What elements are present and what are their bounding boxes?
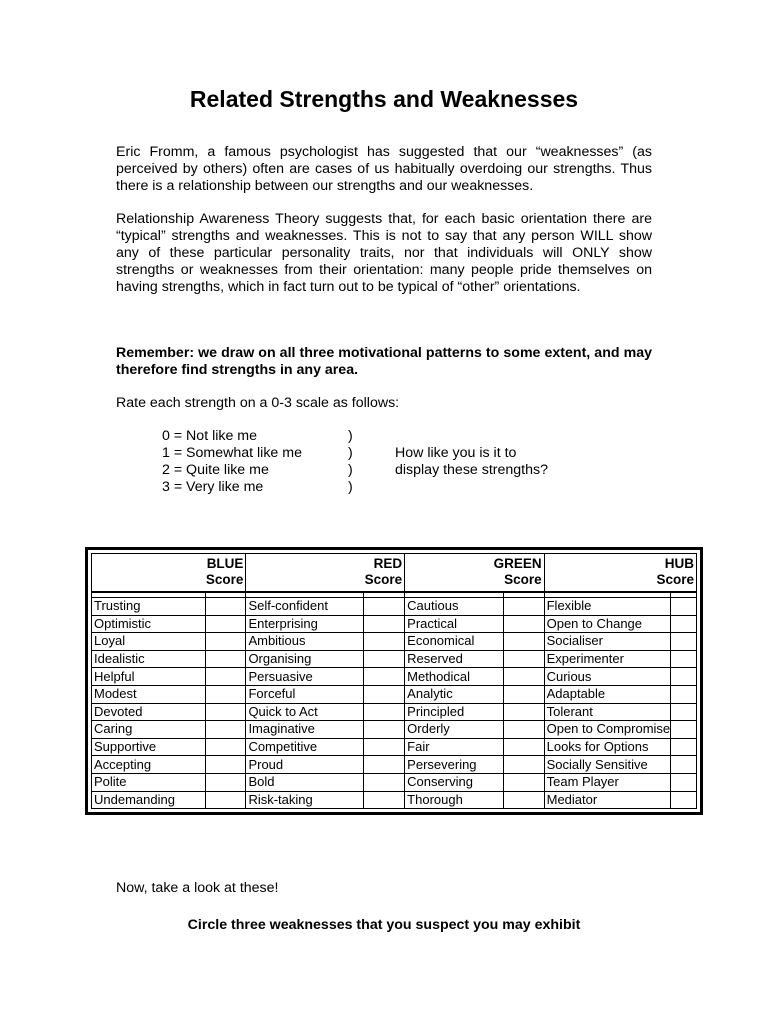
- orientation-name: HUB: [664, 556, 694, 571]
- scale-label: 1 = Somewhat like me: [162, 445, 302, 461]
- strength-cell: Helpful: [92, 668, 206, 686]
- table-row: [92, 633, 697, 651]
- strength-cell: Accepting: [92, 756, 206, 774]
- score-cell[interactable]: [671, 721, 697, 739]
- scale-paren: ): [348, 428, 353, 444]
- remember-note: Remember: we draw on all three motivational patterns to some extent, and may therefore find strengths in any area.: [116, 345, 652, 378]
- rate-instruction: Rate each strength on a 0-3 scale as follows:: [116, 395, 400, 411]
- theory-paragraph: Relationship Awareness Theory suggests that, for each basic orientation there are “typical” strengths and weaknesses. This is not to say that any person WILL show any of these particular personality traits, nor that individuals will ONLY show strengths or weaknesses from their orientation: many people pride themselves on having strengths, which in fact turn out to be typical of “other” orientations.: [116, 211, 652, 295]
- score-cell[interactable]: [205, 615, 246, 633]
- orientation-name: RED: [373, 556, 403, 571]
- strength-cell: Optimistic: [92, 615, 206, 633]
- table-row: [92, 615, 697, 633]
- strength-cell: Self-confident: [246, 598, 364, 616]
- scale-note-line: display these strengths?: [395, 462, 549, 478]
- strength-cell: Principled: [405, 703, 504, 721]
- table-header-row: [92, 554, 697, 593]
- strength-cell: Proud: [246, 756, 364, 774]
- score-cell[interactable]: [364, 703, 405, 721]
- strength-cell: Trusting: [92, 598, 206, 616]
- table-row: [92, 773, 697, 791]
- score-cell[interactable]: [205, 721, 246, 739]
- strength-cell: Risk-taking: [246, 791, 364, 809]
- scale-paren: ): [348, 479, 353, 495]
- score-cell[interactable]: [205, 756, 246, 774]
- score-cell[interactable]: [205, 633, 246, 651]
- score-cell[interactable]: [671, 650, 697, 668]
- table-row: [92, 738, 697, 756]
- table-row: [92, 756, 697, 774]
- strength-cell: Analytic: [405, 685, 504, 703]
- strength-cell: Bold: [246, 773, 364, 791]
- strengths-table-frame: [85, 547, 703, 815]
- strength-cell: Cautious: [405, 598, 504, 616]
- strength-cell: Persevering: [405, 756, 504, 774]
- scale-label: 2 = Quite like me: [162, 462, 269, 478]
- intro-paragraph: Eric Fromm, a famous psychologist has suggested that our “weaknesses” (as perceived by others) often are cases of us habitually overdoing our strengths. Thus there is a relationship between our strengths and our weaknesses.: [116, 144, 652, 194]
- strength-cell: Orderly: [405, 721, 504, 739]
- strength-cell: Mediator: [544, 791, 671, 809]
- page-title: Related Strengths and Weaknesses: [189, 86, 579, 112]
- score-cell[interactable]: [364, 633, 405, 651]
- strength-cell: Idealistic: [92, 650, 206, 668]
- strength-cell: Adaptable: [544, 685, 671, 703]
- orientation-name: GREEN: [493, 556, 542, 571]
- strength-cell: Experimenter: [544, 650, 671, 668]
- strength-cell: Open to Compromise: [544, 721, 671, 739]
- score-cell[interactable]: [671, 685, 697, 703]
- score-cell[interactable]: [205, 791, 246, 809]
- score-cell[interactable]: [503, 773, 544, 791]
- score-cell[interactable]: [364, 650, 405, 668]
- strength-cell: Persuasive: [246, 668, 364, 686]
- table-row: [92, 685, 697, 703]
- score-label: Score: [656, 572, 694, 587]
- score-cell[interactable]: [503, 756, 544, 774]
- score-cell[interactable]: [503, 721, 544, 739]
- strength-cell: Devoted: [92, 703, 206, 721]
- weakness-instruction: Circle three weaknesses that you suspect you may exhibit: [187, 917, 581, 933]
- score-cell[interactable]: [671, 773, 697, 791]
- table-row: [92, 703, 697, 721]
- strength-cell: Loyal: [92, 633, 206, 651]
- table-row: [92, 721, 697, 739]
- score-cell[interactable]: [503, 598, 544, 616]
- strength-cell: Thorough: [405, 791, 504, 809]
- score-cell[interactable]: [205, 738, 246, 756]
- table-row: [92, 598, 697, 616]
- score-cell[interactable]: [503, 738, 544, 756]
- orientation-name: BLUE: [206, 556, 244, 571]
- strength-cell: Ambitious: [246, 633, 364, 651]
- strength-cell: Flexible: [544, 598, 671, 616]
- score-cell[interactable]: [503, 703, 544, 721]
- strength-cell: Competitive: [246, 738, 364, 756]
- score-cell[interactable]: [205, 668, 246, 686]
- strength-cell: Organising: [246, 650, 364, 668]
- strength-cell: Team Player: [544, 773, 671, 791]
- score-cell[interactable]: [364, 721, 405, 739]
- strength-cell: Quick to Act: [246, 703, 364, 721]
- strength-cell: Forceful: [246, 685, 364, 703]
- column-header: [405, 554, 544, 593]
- score-cell[interactable]: [671, 615, 697, 633]
- score-cell[interactable]: [503, 685, 544, 703]
- column-header: [544, 554, 696, 593]
- strength-cell: Enterprising: [246, 615, 364, 633]
- strength-cell: Methodical: [405, 668, 504, 686]
- score-cell[interactable]: [671, 633, 697, 651]
- score-cell[interactable]: [364, 791, 405, 809]
- score-cell[interactable]: [364, 756, 405, 774]
- score-cell[interactable]: [503, 650, 544, 668]
- strength-cell: Curious: [544, 668, 671, 686]
- score-cell[interactable]: [671, 598, 697, 616]
- score-cell[interactable]: [205, 773, 246, 791]
- score-cell[interactable]: [364, 615, 405, 633]
- score-cell[interactable]: [671, 668, 697, 686]
- score-cell[interactable]: [205, 685, 246, 703]
- column-header: [246, 554, 405, 593]
- score-cell[interactable]: [671, 738, 697, 756]
- table-row: [92, 791, 697, 809]
- scale-note: [395, 445, 548, 479]
- score-cell[interactable]: [671, 703, 697, 721]
- strength-cell: Modest: [92, 685, 206, 703]
- score-cell[interactable]: [205, 650, 246, 668]
- scale-label: 0 = Not like me: [162, 428, 258, 444]
- score-cell[interactable]: [503, 615, 544, 633]
- table-row: [92, 668, 697, 686]
- strength-cell: Polite: [92, 773, 206, 791]
- score-cell[interactable]: [205, 703, 246, 721]
- score-cell[interactable]: [671, 791, 697, 809]
- strength-cell: Practical: [405, 615, 504, 633]
- score-cell[interactable]: [503, 791, 544, 809]
- score-cell[interactable]: [503, 668, 544, 686]
- score-label: Score: [205, 572, 244, 587]
- score-cell[interactable]: [503, 633, 544, 651]
- strength-cell: Economical: [405, 633, 504, 651]
- score-cell[interactable]: [364, 685, 405, 703]
- score-label: Score: [504, 572, 542, 587]
- strength-cell: Looks for Options: [544, 738, 671, 756]
- strength-cell: Open to Change: [544, 615, 671, 633]
- column-header: [92, 554, 246, 593]
- scale-label: 3 = Very like me: [162, 479, 264, 495]
- score-cell[interactable]: [364, 668, 405, 686]
- score-cell[interactable]: [364, 598, 405, 616]
- scale-paren: ): [348, 462, 353, 478]
- strength-cell: Caring: [92, 721, 206, 739]
- strength-cell: Fair: [405, 738, 504, 756]
- scale-note-line: How like you is it to: [395, 445, 517, 461]
- strength-cell: Conserving: [405, 773, 504, 791]
- score-cell[interactable]: [364, 738, 405, 756]
- strength-cell: Imaginative: [246, 721, 364, 739]
- table-row: [92, 650, 697, 668]
- strength-cell: Reserved: [405, 650, 504, 668]
- score-label: Score: [364, 572, 403, 587]
- score-cell[interactable]: [364, 773, 405, 791]
- score-cell[interactable]: [671, 756, 697, 774]
- scale-paren: ): [348, 445, 353, 461]
- score-cell[interactable]: [205, 598, 246, 616]
- strength-cell: Tolerant: [544, 703, 671, 721]
- strength-cell: Socialiser: [544, 633, 671, 651]
- strength-cell: Socially Sensitive: [544, 756, 671, 774]
- strength-cell: Undemanding: [92, 791, 206, 809]
- strength-cell: Supportive: [92, 738, 206, 756]
- strengths-table: [91, 553, 697, 809]
- footer-line: Now, take a look at these!: [116, 880, 279, 896]
